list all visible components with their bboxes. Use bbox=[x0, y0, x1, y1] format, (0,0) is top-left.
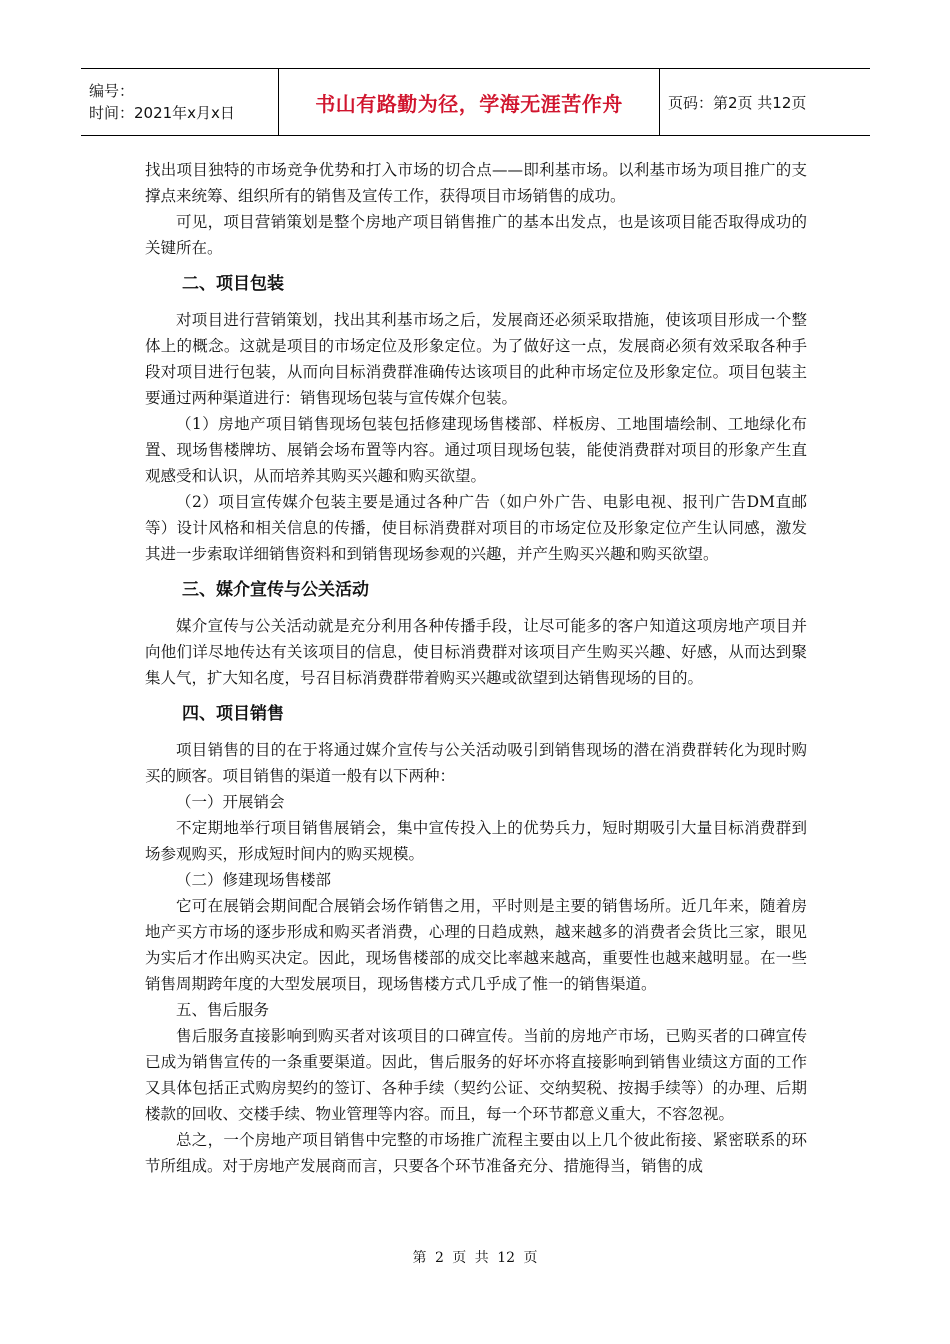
paragraph-media-1: 媒介宣传与公关活动就是充分利用各种传播手段，让尽可能多的客户知道这项房地产项目并向他们详尽地传达有关该项目的信息，使目标消费群对该项目产生购买兴趣、好感，从而达到聚集人气，扩大知名度，号召目标消费群带着购买兴趣或欲望到达销售现场的目的。 bbox=[145, 617, 807, 687]
paragraph-sales-1: 项目销售的目的在于将通过媒介宣传与公关活动吸引到销售现场的潜在消费群转化为现时购买的顾客。项目销售的渠道一般有以下两种： bbox=[145, 741, 807, 785]
page-header bbox=[81, 68, 870, 136]
header-page-number: 页码：第2页 共12页 bbox=[668, 93, 807, 112]
section-heading-packaging: 二、项目包装 bbox=[182, 274, 284, 294]
document-date-label: 时间：2021年x月x日 bbox=[89, 104, 235, 122]
section-heading-sales: 四、项目销售 bbox=[182, 704, 284, 724]
subheading-sales-office: （二）修建现场售楼部 bbox=[176, 871, 332, 889]
document-number-label: 编号： bbox=[89, 82, 135, 100]
header-meta bbox=[81, 69, 278, 135]
paragraph-packaging-3: （2）项目宣传媒介包装主要是通过各种广告（如户外广告、电影电视、报刊广告DM直邮等）设计风格和相关信息的传播，使目标消费群对项目的市场定位及形象定位产生认同感，激发其进一步索取详细销售资料和到销售现场参观的兴趣，并产生购买兴趣和购买欲望。 bbox=[145, 493, 807, 563]
page-footer: 第 2 页 共 12 页 bbox=[412, 1250, 538, 1266]
subheading-exhibition: （一）开展销会 bbox=[176, 793, 285, 811]
document-body bbox=[145, 157, 807, 1179]
paragraph-sales-3: 它可在展销会期间配合展销会场作销售之用，平时则是主要的销售场所。近几年来，随着房地产买方市场的逐步形成和购买者消费，心理的日趋成熟，越来越多的消费者会货比三家，眼见为实后才作出购买决定。因此，现场售楼部的成交比率越来越高，重要性也越来越明显。在一些销售周期跨年度的大型发展项目，现场售楼方式几乎成了惟一的销售渠道。 bbox=[145, 897, 807, 993]
section-heading-media: 三、媒介宣传与公关活动 bbox=[182, 580, 369, 600]
paragraph-packaging-2: （1）房地产项目销售现场包装包括修建现场售楼部、样板房、工地围墙绘制、工地绿化布置、现场售楼牌坊、展销会场布置等内容。通过项目现场包装，能使消费群对项目的形象产生直观感受和认识，从而培养其购买兴趣和购买欲望。 bbox=[145, 415, 807, 485]
paragraph-conclusion: 总之，一个房地产项目销售中完整的市场推广流程主要由以上几个彼此衔接、紧密联系的环节所组成。对于房地产发展商而言，只要各个环节准备充分、措施得当，销售的成 bbox=[145, 1131, 807, 1175]
header-motto: 书山有路勤为径，学海无涯苦作舟 bbox=[278, 69, 660, 135]
paragraph-intro-1: 找出项目独特的市场竞争优势和打入市场的切合点——即利基市场。以利基市场为项目推广的支撑点来统筹、组织所有的销售及宣传工作，获得项目市场销售的成功。 bbox=[145, 161, 807, 205]
paragraph-sales-2: 不定期地举行项目销售展销会，集中宣传投入上的优势兵力，短时期吸引大量目标消费群到场参观购买，形成短时间内的购买规模。 bbox=[145, 819, 807, 863]
paragraph-packaging-1: 对项目进行营销策划，找出其利基市场之后，发展商还必须采取措施，使该项目形成一个整体上的概念。这就是项目的市场定位及形象定位。为了做好这一点，发展商必须有效采取各种手段对项目进行包装，从而向目标消费群准确传达该项目的此种市场定位及形象定位。项目包装主要通过两种渠道进行：销售现场包装与宣传媒介包装。 bbox=[145, 311, 807, 407]
paragraph-intro-2: 可见，项目营销策划是整个房地产项目销售推广的基本出发点，也是该项目能否取得成功的关键所在。 bbox=[145, 213, 807, 257]
section-title-after-sales: 五、售后服务 bbox=[176, 1001, 270, 1019]
paragraph-after-sales-1: 售后服务直接影响到购买者对该项目的口碑宣传。当前的房地产市场，已购买者的口碑宣传已成为销售宣传的一条重要渠道。因此，售后服务的好坏亦将直接影响到销售业绩这方面的工作又具体包括正式购房契约的签订、各种手续（契约公证、交纳契税、按揭手续等）的办理、后期楼款的回收、交楼手续、物业管理等内容。而且，每一个环节都意义重大，不容忽视。 bbox=[145, 1027, 807, 1123]
